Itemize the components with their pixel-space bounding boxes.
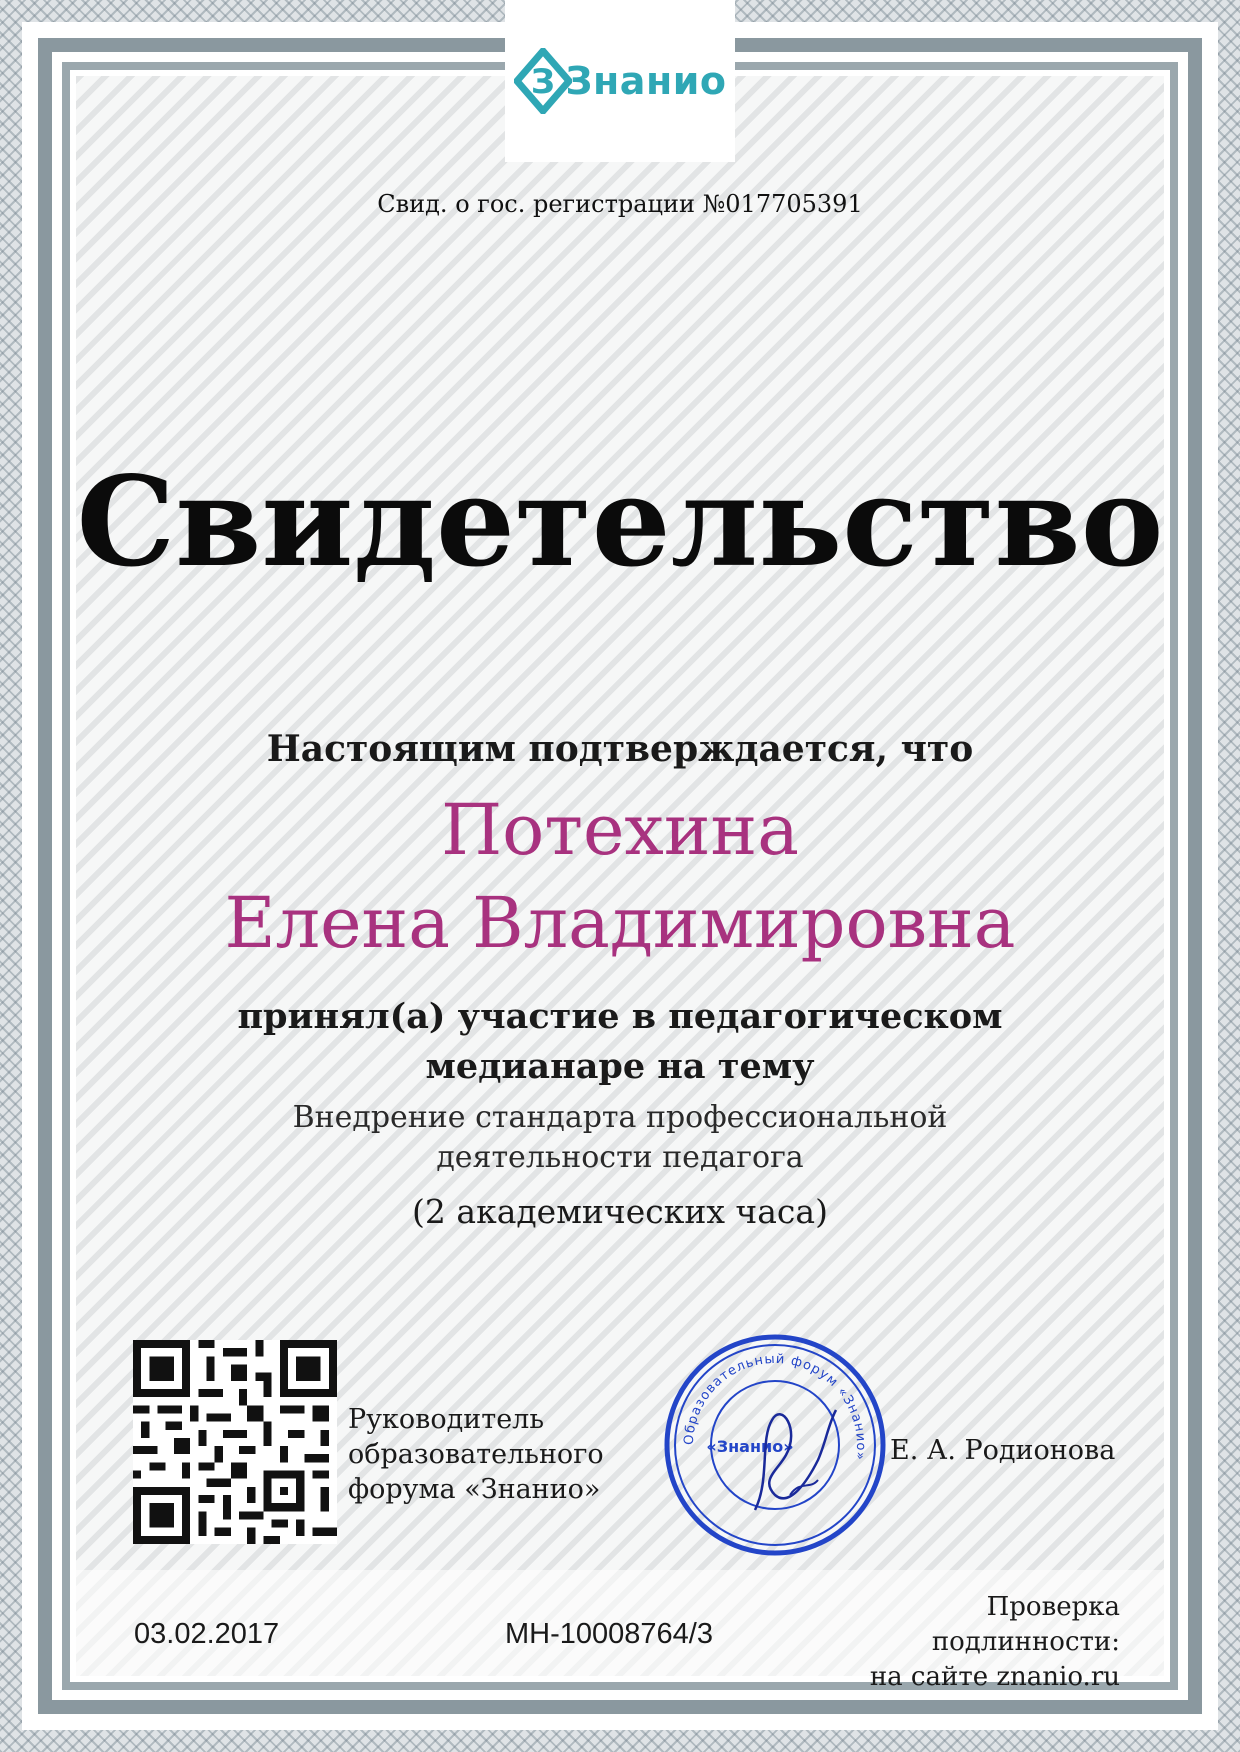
issue-date: 03.02.2017: [134, 1618, 280, 1650]
signatory-role-line-2: образовательного: [348, 1439, 604, 1470]
logo: [505, 0, 735, 162]
official-stamp: [660, 1330, 890, 1560]
signature-scribble: [755, 1410, 836, 1510]
participation-line-1: принял(а) участие в педагогическом: [237, 996, 1003, 1037]
stamp-ring-text: Образовательный форум «Знанио»: [681, 1351, 869, 1462]
hours-text: (2 академических часа): [412, 1192, 828, 1231]
participation-text: [0, 992, 1240, 1092]
signatory-role-line-1: Руководитель: [348, 1404, 545, 1435]
verification-line-3: на сайте znanio.ru: [869, 1662, 1120, 1692]
verification-line-1: Проверка: [986, 1592, 1120, 1622]
svg-text:З: З: [530, 62, 555, 102]
topic-text: [0, 1098, 1240, 1178]
signatory-role-line-3: форума «Знанио»: [348, 1474, 601, 1505]
verification-line-2: подлинности:: [931, 1627, 1120, 1657]
logo-mark: [514, 48, 727, 114]
signatory-role: [348, 1402, 604, 1507]
registration-number: Свид. о гос. регистрации №017705391: [377, 190, 863, 218]
certificate-number: МН-10008764/3: [505, 1618, 713, 1650]
logo-text: Знанио: [565, 59, 727, 103]
certificate-title: Свидетельство: [76, 450, 1164, 595]
topic-line-2: деятельности педагога: [436, 1140, 804, 1175]
participation-line-2: медианаре на тему: [425, 1046, 815, 1087]
topic-line-1: Внедрение стандарта профессиональной: [292, 1100, 948, 1135]
signatory-name: Е. А. Родионова: [890, 1435, 1116, 1466]
qr-code-icon: [133, 1340, 337, 1544]
stamp-center-text: «Знанио»: [706, 1437, 794, 1456]
znanio-diamond-icon: [514, 48, 572, 114]
recipient-surname: Потехина: [441, 789, 799, 871]
confirm-text: Настоящим подтверждается, что: [266, 728, 974, 770]
recipient-given-names: Елена Владимировна: [224, 882, 1016, 964]
verification-text: [870, 1590, 1120, 1695]
